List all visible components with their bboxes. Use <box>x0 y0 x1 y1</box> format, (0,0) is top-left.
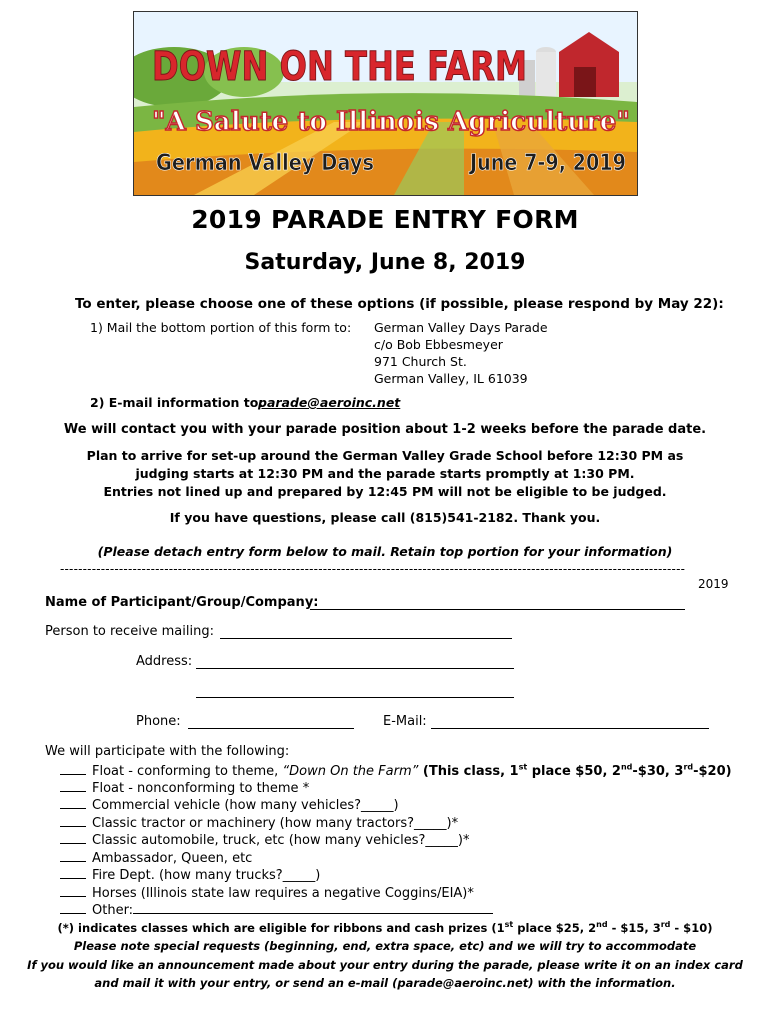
participate-label: We will participate with the following: <box>45 744 290 759</box>
checkbox-float-non[interactable] <box>60 779 86 792</box>
detach-divider: ------------------------------------------------------------------------------------------------------------------------------------------ <box>60 562 686 576</box>
address-field-1[interactable] <box>196 656 514 669</box>
item-commercial <box>60 796 399 813</box>
prize-text: (This class, 1 <box>418 764 519 779</box>
item-other <box>60 901 493 918</box>
arrive-line-1: Plan to arrive for set-up around the German Valley Grade School before 12:30 PM as <box>86 448 684 463</box>
person-label: Person to receive mailing: <box>45 624 214 639</box>
prize-text: place $50, 2 <box>527 764 621 779</box>
checkbox-horses[interactable] <box>60 884 86 897</box>
email-field[interactable] <box>431 716 709 729</box>
theme-name: “Down On the Farm” <box>282 764 419 779</box>
item-label: Fire Dept. (how many trucks?_____) <box>92 868 321 883</box>
sup: rd <box>683 762 694 772</box>
item-label: Classic tractor or machinery (how many tractors?_____)* <box>92 816 459 831</box>
special-requests-note: Please note special requests (beginning, end, extra space, etc) and we will try to accommodate <box>73 939 697 953</box>
prize-text: -$30, 3 <box>632 764 684 779</box>
option2-label: 2) E-mail information to: <box>90 395 264 410</box>
item-float-non <box>60 779 309 796</box>
item-label: Horses (Illinois state law requires a negative Coggins/EIA)* <box>92 886 474 901</box>
address-label: Address: <box>136 654 193 669</box>
address-line-2: c/o Bob Ebbesmeyer <box>374 337 503 352</box>
sup: st <box>518 762 528 772</box>
note-text: place $25, 2 <box>513 920 597 935</box>
note-text: - $15, 3 <box>607 920 661 935</box>
contact-note: We will contact you with your parade position about 1-2 weeks before the parade date. <box>63 422 707 437</box>
arrive-line-2: judging starts at 12:30 PM and the parade starts promptly at 1:30 PM. <box>135 466 635 481</box>
phone-label: Phone: <box>136 714 181 729</box>
option1-label: 1) Mail the bottom portion of this form to: <box>90 320 352 335</box>
detach-note: (Please detach entry form below to mail. Retain top portion for your information) <box>97 544 673 559</box>
announce-note-2: and mail it with your entry, or send an e-mail (parade@aeroinc.net) with the information. <box>94 976 676 990</box>
eligible-note <box>0 920 770 935</box>
form-title: 2019 PARADE ENTRY FORM <box>191 205 579 234</box>
phone-field[interactable] <box>188 716 354 729</box>
name-field[interactable] <box>310 597 685 610</box>
banner-headline: DOWN ON THE FARM <box>152 44 527 90</box>
banner-event: German Valley Days <box>156 151 374 176</box>
item-auto <box>60 831 469 848</box>
item-tractor <box>60 814 458 831</box>
checkbox-commercial[interactable] <box>60 796 86 809</box>
sup: st <box>504 920 514 929</box>
event-banner <box>133 11 638 196</box>
form-year: 2019 <box>698 577 729 591</box>
item-fire <box>60 866 320 883</box>
prize-text: -$20) <box>693 764 732 779</box>
questions-text: If you have questions, please call (815)541-2182. Thank you. <box>169 510 601 525</box>
checkbox-fire[interactable] <box>60 866 86 879</box>
other-field[interactable] <box>133 901 493 914</box>
arrive-line-3: Entries not lined up and prepared by 12:45 PM will not be eligible to be judged. <box>103 484 667 499</box>
checkbox-ambassador[interactable] <box>60 849 86 862</box>
item-float-theme <box>60 762 732 779</box>
address-line-4: German Valley, IL 61039 <box>374 371 528 386</box>
item-ambassador <box>60 849 252 866</box>
note-text: - $10) <box>670 920 713 935</box>
person-field[interactable] <box>220 626 512 639</box>
item-label: Classic automobile, truck, etc (how many vehicles?_____)* <box>92 833 470 848</box>
banner-tagline: "A Salute to Illinois Agriculture" <box>152 107 630 137</box>
name-label: Name of Participant/Group/Company: <box>45 595 319 610</box>
item-horses <box>60 884 474 901</box>
sup: rd <box>660 920 671 929</box>
sup: nd <box>620 762 633 772</box>
parade-date: Saturday, June 8, 2019 <box>244 250 526 275</box>
item-label: Float - conforming to theme, <box>92 764 283 779</box>
checkbox-auto[interactable] <box>60 831 86 844</box>
email-label: E-Mail: <box>383 714 427 729</box>
address-line-1: German Valley Days Parade <box>374 320 548 335</box>
banner-dates: June 7-9, 2019 <box>468 151 626 176</box>
address-line-3: 971 Church St. <box>374 354 467 369</box>
item-label: Commercial vehicle (how many vehicles?_____) <box>92 798 399 813</box>
email-link[interactable]: parade@aeroinc.net <box>258 395 401 410</box>
intro-text: To enter, please choose one of these options (if possible, please respond by May 22): <box>75 296 724 312</box>
sup: nd <box>596 920 608 929</box>
address-field-2[interactable] <box>196 685 514 698</box>
note-text: (*) indicates classes which are eligible for ribbons and cash prizes (1 <box>57 920 505 935</box>
checkbox-tractor[interactable] <box>60 814 86 827</box>
item-label: Float - nonconforming to theme * <box>92 781 310 796</box>
item-label: Ambassador, Queen, etc <box>92 851 253 866</box>
checkbox-other[interactable] <box>60 901 86 914</box>
checkbox-float-theme[interactable] <box>60 762 86 775</box>
item-label: Other: <box>92 903 134 918</box>
announce-note-1: If you would like an announcement made about your entry during the parade, please write it on an index card <box>27 958 743 972</box>
